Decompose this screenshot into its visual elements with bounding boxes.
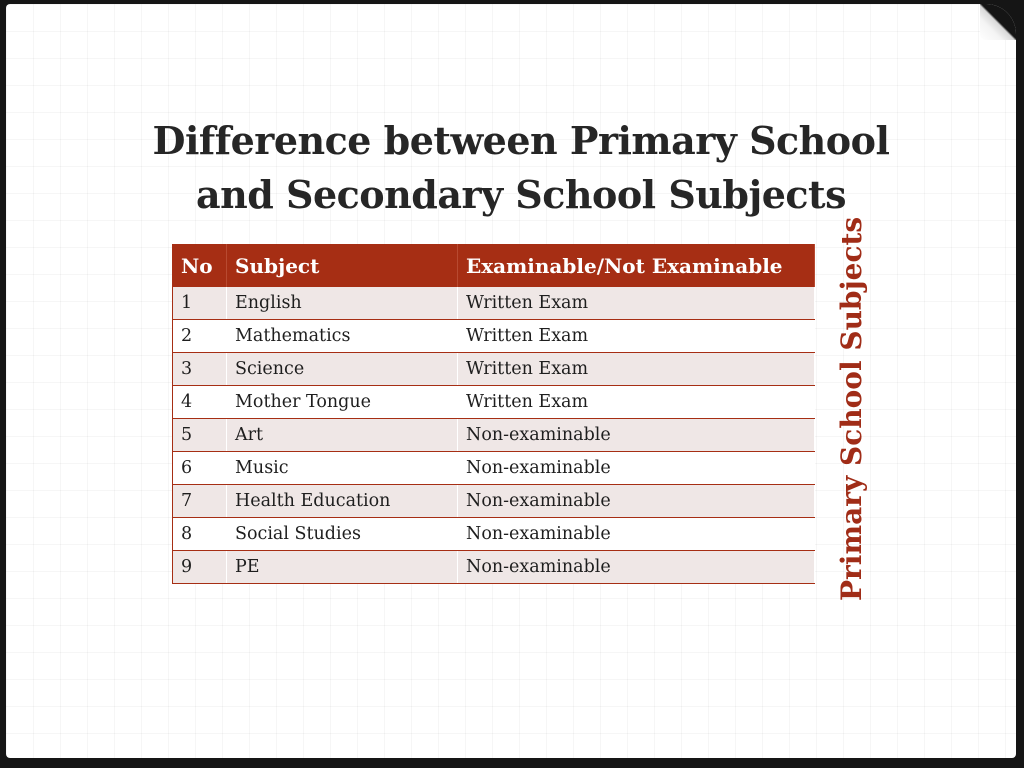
- header-no: No: [173, 245, 227, 288]
- cell-subject: Art: [227, 419, 458, 452]
- cell-subject: Mathematics: [227, 320, 458, 353]
- cell-subject: English: [227, 287, 458, 320]
- slide-title: [106, 114, 936, 222]
- page-curl-decoration: [980, 4, 1016, 40]
- table-row: [173, 386, 815, 419]
- cell-examinable: Non-examinable: [458, 452, 815, 485]
- cell-examinable: Written Exam: [458, 386, 815, 419]
- table-body: [173, 287, 815, 584]
- cell-subject: PE: [227, 551, 458, 584]
- table-row: [173, 485, 815, 518]
- cell-examinable: Non-examinable: [458, 551, 815, 584]
- cell-examinable: Written Exam: [458, 287, 815, 320]
- table-row: [173, 419, 815, 452]
- table-row: [173, 287, 815, 320]
- cell-examinable: Non-examinable: [458, 518, 815, 551]
- slide: [6, 4, 1016, 758]
- table-row: [173, 353, 815, 386]
- cell-subject: Music: [227, 452, 458, 485]
- cell-subject: Health Education: [227, 485, 458, 518]
- cell-no: 9: [173, 551, 227, 584]
- cell-no: 1: [173, 287, 227, 320]
- table-row: [173, 518, 815, 551]
- cell-examinable: Non-examinable: [458, 485, 815, 518]
- cell-examinable: Non-examinable: [458, 419, 815, 452]
- cell-no: 7: [173, 485, 227, 518]
- cell-examinable: Written Exam: [458, 320, 815, 353]
- table-header-row: [173, 245, 815, 288]
- table-row: [173, 452, 815, 485]
- cell-subject: Science: [227, 353, 458, 386]
- slide-title-line-1: Difference between Primary School: [152, 118, 890, 163]
- cell-subject: Social Studies: [227, 518, 458, 551]
- subjects-table: [172, 244, 815, 584]
- table-header: [173, 245, 815, 288]
- cell-no: 5: [173, 419, 227, 452]
- cell-no: 2: [173, 320, 227, 353]
- cell-no: 3: [173, 353, 227, 386]
- cell-no: 6: [173, 452, 227, 485]
- cell-examinable: Written Exam: [458, 353, 815, 386]
- table-row: [173, 551, 815, 584]
- header-examinable: Examinable/Not Examinable: [458, 245, 815, 288]
- cell-no: 8: [173, 518, 227, 551]
- cell-subject: Mother Tongue: [227, 386, 458, 419]
- slide-title-line-2: and Secondary School Subjects: [195, 172, 847, 217]
- side-label-vertical: Primary School Subjects: [835, 216, 868, 601]
- table-row: [173, 320, 815, 353]
- cell-no: 4: [173, 386, 227, 419]
- header-subject: Subject: [227, 245, 458, 288]
